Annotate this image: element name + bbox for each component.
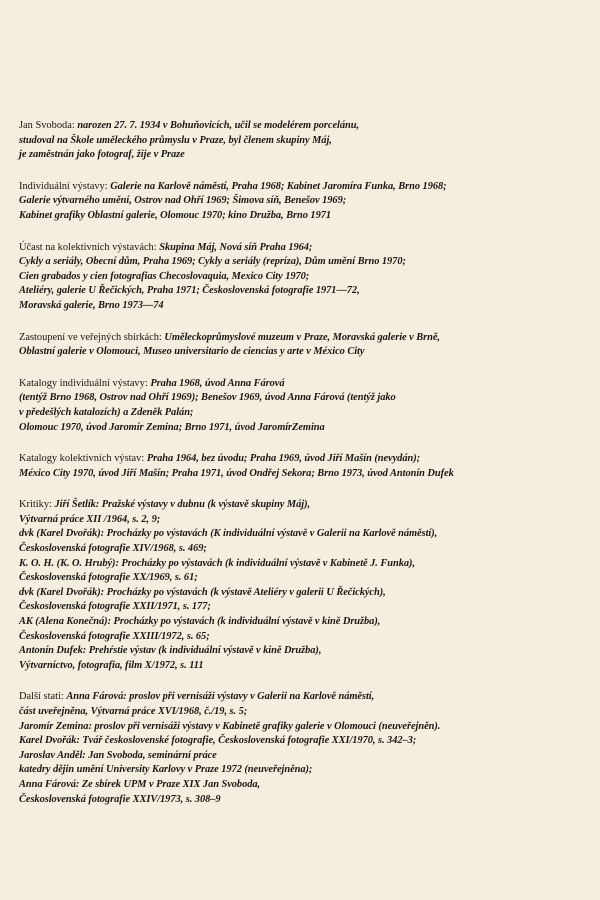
line-text: Cien grabados y cien fotografias Checoslovaquia, Mexico City 1970; bbox=[19, 270, 310, 282]
text-line bbox=[19, 406, 589, 421]
paragraph-collective-catalogues bbox=[19, 452, 589, 481]
line-text: Jaroslav Anděl: Jan Svoboda, seminární práce bbox=[19, 749, 217, 761]
text-line bbox=[19, 421, 589, 436]
line-text: Československá fotografie XXII/1971, s. 177; bbox=[19, 601, 211, 613]
line-text: v předešlých katalozích) a Zdeněk Palán; bbox=[19, 406, 194, 418]
line-text: Československá fotografie XIV/1968, s. 469; bbox=[19, 543, 207, 555]
text-line bbox=[19, 498, 589, 513]
line-text: Skupina Máj, Nová síň Praha 1964; bbox=[159, 241, 313, 253]
line-text: Moravská galerie, Brno 1973—74 bbox=[19, 299, 164, 311]
text-line bbox=[19, 391, 589, 406]
paragraph-label: Katalogy individuální výstavy: bbox=[19, 377, 151, 389]
line-text: narozen 27. 7. 1934 v Bohuňovicích, učil se modelérem porcelánu, bbox=[77, 120, 359, 131]
line-text: Oblastní galerie v Olomouci, Museo universitario de ciencias y arte v México City bbox=[19, 346, 365, 358]
text-line bbox=[19, 527, 589, 542]
text-line bbox=[19, 720, 589, 735]
line-text: Galerie na Karlově náměstí, Praha 1968; Kabinet Jaromíra Funka, Brno 1968; bbox=[110, 180, 447, 192]
paragraph-label: Účast na kolektivních výstavách: bbox=[19, 241, 160, 253]
text-line bbox=[19, 241, 589, 256]
line-text: Antonín Dufek: Prehŕstie výstav (k individuální výstavě v kině Družba), bbox=[19, 645, 322, 657]
text-line bbox=[19, 571, 589, 586]
paragraph-critiques bbox=[19, 498, 589, 673]
line-text: Kabinet grafiky Oblastní galerie, Olomouc 1970; kino Družba, Brno 1971 bbox=[19, 209, 331, 221]
paragraph-individual-catalogues bbox=[19, 377, 589, 435]
line-text: část uveřejněna, Výtvarná práce XVI/1968, č./19, s. 5; bbox=[19, 706, 248, 717]
text-line bbox=[19, 630, 589, 645]
text-line bbox=[19, 377, 589, 392]
text-line bbox=[19, 705, 589, 720]
line-text: Ateliéry, galerie U Řečických, Praha 1971; Československá fotografie 1971—72, bbox=[19, 285, 360, 297]
text-line bbox=[19, 284, 589, 299]
text-line bbox=[19, 793, 589, 808]
text-line bbox=[19, 148, 589, 163]
paragraph-public-collections bbox=[19, 331, 589, 360]
text-line bbox=[19, 557, 589, 572]
text-line bbox=[19, 134, 589, 149]
document-body bbox=[19, 119, 589, 824]
line-text: Výtvarná práce XII /1964, s. 2, 9; bbox=[19, 513, 161, 525]
text-line bbox=[19, 749, 589, 764]
paragraph-label: Individuální výstavy: bbox=[19, 180, 111, 192]
text-line bbox=[19, 180, 589, 195]
line-text: Karel Dvořák: Tvář československé fotografie, Československá fotografie XXI/1970, s. 342–3; bbox=[19, 735, 417, 747]
text-line bbox=[19, 209, 589, 224]
line-text: Výtvarníctvo, fotografia, film X/1972, s. 111 bbox=[19, 659, 204, 671]
text-line bbox=[19, 586, 589, 601]
paragraph-other-articles bbox=[19, 690, 589, 807]
line-text: Praha 1968, úvod Anna Fárová bbox=[150, 377, 285, 389]
paragraph-label: Kritiky: bbox=[19, 499, 55, 511]
text-line bbox=[19, 644, 589, 659]
text-line bbox=[19, 513, 589, 528]
text-line bbox=[19, 345, 589, 360]
line-text: Galerie výtvarného umění, Ostrov nad Ohří 1969; Šimova síň, Benešov 1969; bbox=[19, 195, 347, 207]
line-text: Jiří Šetlík: Pražské výstavy v dubnu (k výstavě skupiny Máj), bbox=[54, 499, 311, 511]
line-text: Olomouc 1970, úvod Jaromír Zemina; Brno 1971, úvod JaromírZemina bbox=[19, 421, 325, 433]
text-line bbox=[19, 734, 589, 749]
text-line bbox=[19, 600, 589, 615]
line-text: Anna Fárová: Ze sbírek UPM v Praze XIX Jan Svoboda, bbox=[19, 778, 261, 790]
text-line bbox=[19, 763, 589, 778]
line-text: Cykly a seriály, Obecní dům, Praha 1969; Cykly a seriály (repríza), Dům umění Brno 1970; bbox=[19, 256, 406, 268]
line-text: dvk (Karel Dvořák): Procházky po výstavách (k výstavě Ateliéry v galerii U Řečických), bbox=[19, 586, 386, 598]
paragraph-label: Jan Svoboda: bbox=[19, 120, 78, 131]
line-text: dvk (Karel Dvořák): Procházky po výstavách (K individuální výstavě v Galerii na Karlově náměstí), bbox=[19, 528, 438, 540]
paragraph-bio bbox=[19, 119, 589, 163]
line-text: (tentýž Brno 1968, Ostrov nad Ohří 1969); Benešov 1969, úvod Anna Fárová (tentýž jako bbox=[19, 392, 396, 404]
text-line bbox=[19, 194, 589, 209]
paragraph-label: Další stati: bbox=[19, 691, 67, 703]
line-text: Jaromír Zemina: proslov při vernisáži výstavy v Kabinetě grafiky galerie v Olomouci (neuveřejněn). bbox=[19, 720, 441, 732]
line-text: Anna Fárová: proslov při vernisáži výstavy v Galerii na Karlově náměstí, bbox=[66, 691, 375, 703]
line-text: studoval na Škole uměleckého průmyslu v Praze, byl členem skupiny Máj, bbox=[19, 134, 332, 146]
line-text: Československá fotografie XXIV/1973, s. 308–9 bbox=[19, 793, 221, 805]
line-text: Praha 1964, bez úvodu; Praha 1969, úvod Jiří Mašín (nevydán); bbox=[146, 453, 421, 465]
line-text: katedry dějin umění University Karlovy v Praze 1972 (neuveřejněna); bbox=[19, 764, 313, 776]
text-line bbox=[19, 270, 589, 285]
line-text: Československá fotografie XX/1969, s. 61; bbox=[19, 572, 198, 584]
line-text: Československá fotografie XXIII/1972, s. 65; bbox=[19, 630, 210, 642]
line-text: Uměleckoprůmyslové muzeum v Praze, Moravská galerie v Brně, bbox=[164, 331, 440, 343]
paragraph-label: Zastoupení ve veřejných sbírkách: bbox=[19, 331, 165, 343]
text-line bbox=[19, 615, 589, 630]
text-line bbox=[19, 119, 589, 134]
line-text: K. O. H. (K. O. Hrubý): Procházky po výstavách (k individuální výstavě v Kabinetě J. Funka), bbox=[19, 557, 415, 569]
paragraph-collective-exhibitions bbox=[19, 241, 589, 314]
text-line bbox=[19, 690, 589, 705]
line-text: México City 1970, úvod Jiří Mašín; Praha 1971, úvod Ondřej Sekora; Brno 1973, úvod Antonín Dufek bbox=[19, 467, 454, 479]
text-line bbox=[19, 255, 589, 270]
text-line bbox=[19, 467, 589, 482]
line-text: je zaměstnán jako fotograf, žije v Praze bbox=[19, 149, 185, 161]
text-line bbox=[19, 542, 589, 557]
text-line bbox=[19, 299, 589, 314]
paragraph-individual-exhibitions bbox=[19, 180, 589, 224]
text-line bbox=[19, 452, 589, 467]
text-line bbox=[19, 778, 589, 793]
paragraph-label: Katalogy kolektivních výstav: bbox=[19, 453, 147, 465]
text-line bbox=[19, 659, 589, 674]
line-text: AK (Alena Konečná): Procházky po výstavách (k individuální výstavě v kině Družba), bbox=[19, 616, 381, 628]
text-line bbox=[19, 331, 589, 346]
